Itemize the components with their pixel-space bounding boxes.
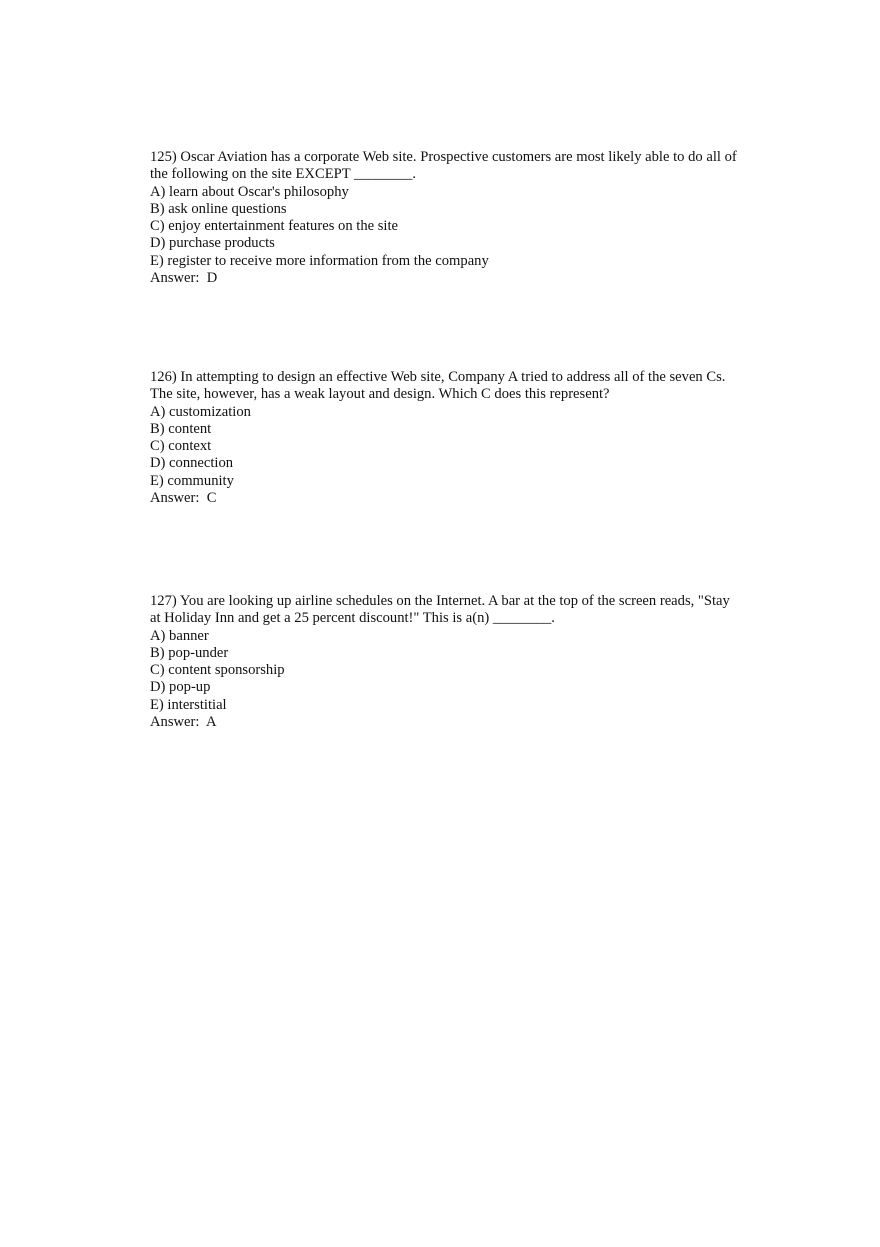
question-126 (150, 369, 740, 507)
question-stem: 127) You are looking up airline schedules on the Internet. A bar at the top of the screen reads, "Stay at Holiday Inn and get a 25 percent discount!" This is a(n) ________. (150, 593, 734, 627)
option-e: E) register to receive more information from the company (150, 252, 489, 269)
answer-line (150, 714, 740, 731)
option-e: E) community (150, 472, 234, 489)
question-125 (150, 149, 740, 287)
option-b: B) content (150, 420, 212, 437)
answer-value: D (206, 270, 218, 287)
option-c: C) content sponsorship (150, 662, 285, 679)
option-b: B) pop-under (150, 644, 229, 661)
option-c: C) enjoy entertainment features on the site (150, 218, 399, 235)
option-c: C) context (150, 438, 212, 455)
option-b: B) ask online questions (150, 200, 287, 217)
question-stem: 126) In attempting to design an effective Web site, Company A tried to address all of the seven Cs. The site, however, has a weak layout and design. Which C does this represent? (150, 369, 729, 403)
answer-label: Answer: (150, 490, 200, 507)
answer-label: Answer: (150, 270, 200, 287)
question-stem: 125) Oscar Aviation has a corporate Web site. Prospective customers are most likely able to do all of the following on the site EXCEPT ________. (150, 149, 741, 183)
answer-line (150, 490, 740, 507)
option-a: A) learn about Oscar's philosophy (150, 183, 349, 200)
option-a: A) banner (150, 627, 209, 644)
answer-line (150, 270, 740, 287)
answer-value: A (205, 714, 217, 731)
option-d: D) connection (150, 455, 234, 472)
option-e: E) interstitial (150, 696, 227, 713)
answer-label: Answer: (150, 714, 200, 731)
option-d: D) pop-up (150, 679, 211, 696)
answer-value: C (206, 490, 217, 507)
option-d: D) purchase products (150, 235, 275, 252)
option-a: A) customization (150, 403, 251, 420)
question-127 (150, 593, 740, 731)
